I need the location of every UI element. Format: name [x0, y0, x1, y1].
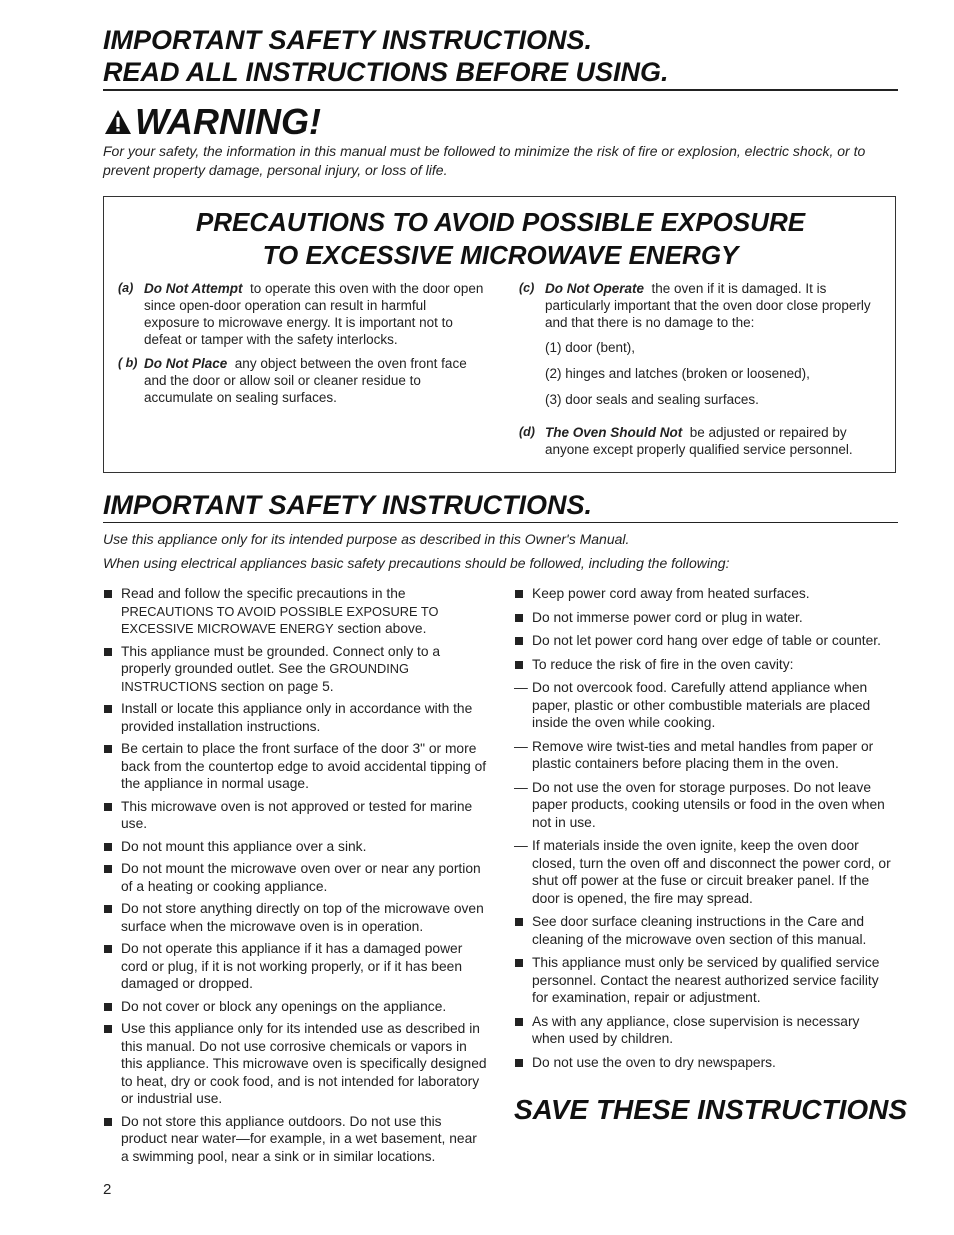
- bullet-square-icon: [104, 1025, 112, 1033]
- bullet-square-icon: [104, 905, 112, 913]
- precaution-d-head: The Oven Should Not: [545, 425, 683, 440]
- precaution-c-text: the oven if it is damaged. It is particularly important that the oven door close properly and that there is no damage to the:: [545, 281, 871, 330]
- list-item: Do not immerse power cord or plug in water.: [514, 609, 896, 627]
- precaution-a-head: Do Not Attempt: [144, 281, 243, 296]
- list-item: This appliance must be grounded. Connect only to a properly grounded outlet. See the GROUNDING INSTRUCTIONS section on page 5.: [103, 643, 488, 696]
- safety-left-column: [103, 585, 488, 1165]
- list-item: To reduce the risk of fire in the oven cavity:: [514, 656, 896, 674]
- precaution-c-letter: (c): [519, 281, 535, 295]
- precautions-title: [103, 206, 898, 272]
- precaution-c-sub-1: (1) door (bent),: [545, 340, 636, 355]
- bullet-square-icon: [104, 1003, 112, 1011]
- list-item: Do not let power cord hang over edge of table or counter.: [514, 632, 896, 650]
- precaution-b: [118, 355, 484, 406]
- list-item: Do not store anything directly on top of the microwave oven surface when the microwave oven is in operation.: [103, 900, 488, 935]
- precautions-title-line2: TO EXCESSIVE MICROWAVE ENERGY: [262, 240, 739, 270]
- precaution-c-head: Do Not Operate: [545, 281, 645, 296]
- precaution-d-letter: (d): [519, 425, 535, 439]
- dash-marker: —: [514, 838, 528, 853]
- header-title-line1: IMPORTANT SAFETY INSTRUCTIONS.: [103, 25, 593, 55]
- warning-triangle-icon: [103, 108, 133, 136]
- warning-text: For your safety, the information in this manual must be followed to minimize the risk of fire or explosion, electric shock, or to prevent property damage, personal injury, or loss of life.: [103, 143, 866, 178]
- precaution-a: [118, 280, 484, 348]
- list-item: Read and follow the specific precautions in the PRECAUTIONS TO AVOID POSSIBLE EXPOSURE TO EXCESSIVE MICROWAVE ENERGY section above.: [103, 585, 488, 638]
- bullet-square-icon: [515, 661, 523, 669]
- precaution-a-text: to operate this oven with the door open since open-door operation can result in harmful exposure to microwave energy. It is important not to defeat or tamper with the safety interlocks.: [144, 281, 484, 347]
- bullet-square-icon: [515, 1018, 523, 1026]
- list-item: — If materials inside the oven ignite, keep the oven door closed, turn the oven off and disconnect the power cord, or shut off power at the fuse or circuit breaker panel. If the door is opened, the fire may spread.: [514, 838, 891, 906]
- bullet-square-icon: [515, 1059, 523, 1067]
- bullet-square-icon: [104, 745, 112, 753]
- header-title-line2: READ ALL INSTRUCTIONS BEFORE USING.: [103, 57, 669, 87]
- page-number: 2: [103, 1181, 112, 1198]
- bullet-square-icon: [104, 945, 112, 953]
- precaution-b-letter: ( b): [118, 356, 138, 370]
- list-item: Do not use the oven to dry newspapers.: [514, 1054, 896, 1072]
- list-item: Use this appliance only for its intended use as described in this manual. Do not use corrosive chemicals or vapors in this appliance. This microwave oven is specifically designed to heat, dry or cook food, and is not intended for laboratory or industrial use.: [103, 1020, 488, 1108]
- safety-title: IMPORTANT SAFETY INSTRUCTIONS.: [103, 490, 593, 520]
- list-item: See door surface cleaning instructions in the Care and cleaning of the microwave oven section of this manual.: [514, 913, 896, 948]
- precaution-b-head: Do Not Place: [144, 356, 228, 371]
- warning-heading: [103, 100, 321, 144]
- bullet-square-icon: [515, 614, 523, 622]
- bullet-square-icon: [104, 803, 112, 811]
- list-item: — Do not overcook food. Carefully attend appliance when paper, plastic or other combustible materials are placed inside the oven while cooking.: [514, 680, 871, 730]
- list-item: Install or locate this appliance only in accordance with the provided installation instructions.: [103, 700, 488, 735]
- list-item: Do not cover or block any openings on the appliance.: [103, 998, 488, 1016]
- precautions-title-line1: PRECAUTIONS TO AVOID POSSIBLE EXPOSURE: [195, 207, 806, 237]
- bullet-square-icon: [515, 590, 523, 598]
- dash-marker: —: [514, 779, 528, 795]
- header-rule: [103, 89, 898, 91]
- bullet-square-icon: [104, 843, 112, 851]
- list-item: Do not mount this appliance over a sink.: [103, 838, 488, 856]
- bullet-square-icon: [104, 648, 112, 656]
- bullet-square-icon: [515, 918, 523, 926]
- bullet-square-icon: [104, 590, 112, 598]
- bullet-square-icon: [104, 1118, 112, 1126]
- precaution-d: [519, 424, 879, 458]
- document-header: [103, 24, 903, 88]
- list-item: — Remove wire twist-ties and metal handles from paper or plastic containers before placing them in the oven.: [514, 738, 874, 771]
- save-instructions-title: SAVE THESE INSTRUCTIONS: [514, 1094, 908, 1125]
- bullet-square-icon: [515, 959, 523, 967]
- list-item: Keep power cord away from heated surfaces.: [514, 585, 896, 603]
- list-item: Do not mount the microwave oven over or near any portion of a heating or cooking appliance.: [103, 860, 488, 895]
- safety-right-column: [514, 585, 896, 1071]
- safety-intro-1: Use this appliance only for its intended purpose as described in this Owner's Manual.: [103, 531, 630, 547]
- warning-title: WARNING!: [135, 101, 321, 142]
- precaution-c: [519, 280, 894, 331]
- precaution-c-sub-2: (2) hinges and latches (broken or loosened),: [545, 366, 810, 381]
- precaution-a-letter: (a): [118, 281, 134, 295]
- list-item: This microwave oven is not approved or tested for marine use.: [103, 798, 488, 833]
- list-item: This appliance must only be serviced by qualified service personnel. Contact the nearest authorized service facility for examination, repair or adjustment.: [514, 954, 896, 1007]
- bullet-square-icon: [515, 637, 523, 645]
- precaution-b-text: any object between the oven front face and the door or allow soil or cleaner residue to accumulate on sealing surfaces.: [144, 356, 467, 405]
- bullet-square-icon: [104, 865, 112, 873]
- safety-intro-2: When using electrical appliances basic safety precautions should be followed, including the following:: [103, 555, 730, 571]
- precaution-c-sub-3: (3) door seals and sealing surfaces.: [545, 392, 759, 407]
- list-item: As with any appliance, close supervision is necessary when used by children.: [514, 1013, 896, 1048]
- list-item: — Do not use the oven for storage purposes. Do not leave paper products, cooking utensils or food in the oven when not in use.: [514, 779, 885, 830]
- list-item: Do not store this appliance outdoors. Do not use this product near water—for example, in a wet basement, near a swimming pool, near a sink or in similar locations.: [103, 1113, 488, 1166]
- list-item: Be certain to place the front surface of the door 3" or more back from the countertop edge to avoid accidental tipping of the appliance in normal usage.: [103, 740, 488, 793]
- list-item: Do not operate this appliance if it has a damaged power cord or plug, if it is not working properly, or if it has been damaged or dropped.: [103, 940, 488, 993]
- safety-rule: [103, 522, 898, 523]
- dash-marker: —: [514, 738, 528, 754]
- dash-marker: —: [514, 680, 528, 695]
- bullet-square-icon: [104, 705, 112, 713]
- precaution-d-text: be adjusted or repaired by anyone except properly qualified service personnel.: [545, 425, 853, 457]
